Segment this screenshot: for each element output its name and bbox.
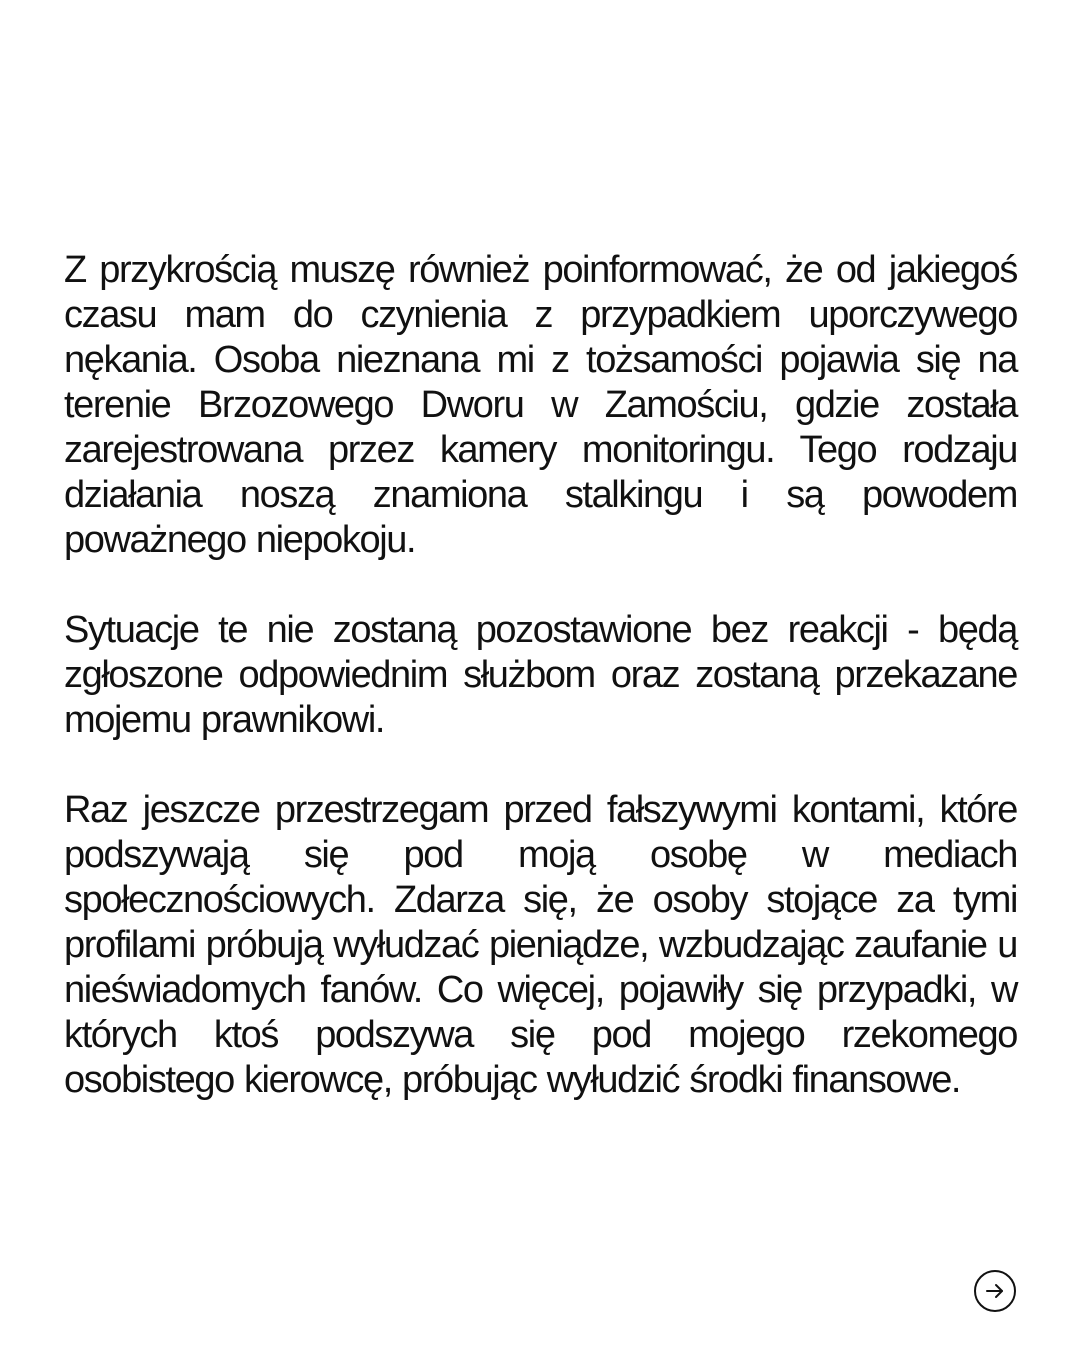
arrow-right-icon	[983, 1279, 1007, 1303]
paragraph-fake-accounts: Raz jeszcze przestrzegam przed fałszywymi kontami, które podszywają się pod moją osobę w mediach społecznościowych. Zdarza się, że osoby stojące za tymi profilami próbują wyłudzać pieniądze, wzbudzając zaufanie u nieświadomych fanów. Co więcej, pojawiły się przypadki, w których ktoś podszywa się pod mojego rzekomego osobistego kierowcę, próbując wyłudzić środki finansowe.	[64, 789, 1017, 1101]
next-slide-button[interactable]	[974, 1270, 1016, 1312]
paragraph-reaction: Sytuacje te nie zostaną pozostawione bez reakcji - będą zgłoszone odpowiednim służbom oraz zostaną przekazane mojemu prawnikowi.	[64, 609, 1017, 741]
post-body	[64, 248, 1017, 1103]
paragraph-stalking: Z przykrością muszę również poinformować, że od jakiegoś czasu mam do czynienia z przypadkiem uporczywego nękania. Osoba nieznana mi z tożsamości pojawia się na terenie Brzozowego Dworu w Zamościu, gdzie została zarejestrowana przez kamery monitoringu. Tego rodzaju działania noszą znamiona stalkingu i są powodem poważnego niepokoju.	[64, 249, 1017, 561]
